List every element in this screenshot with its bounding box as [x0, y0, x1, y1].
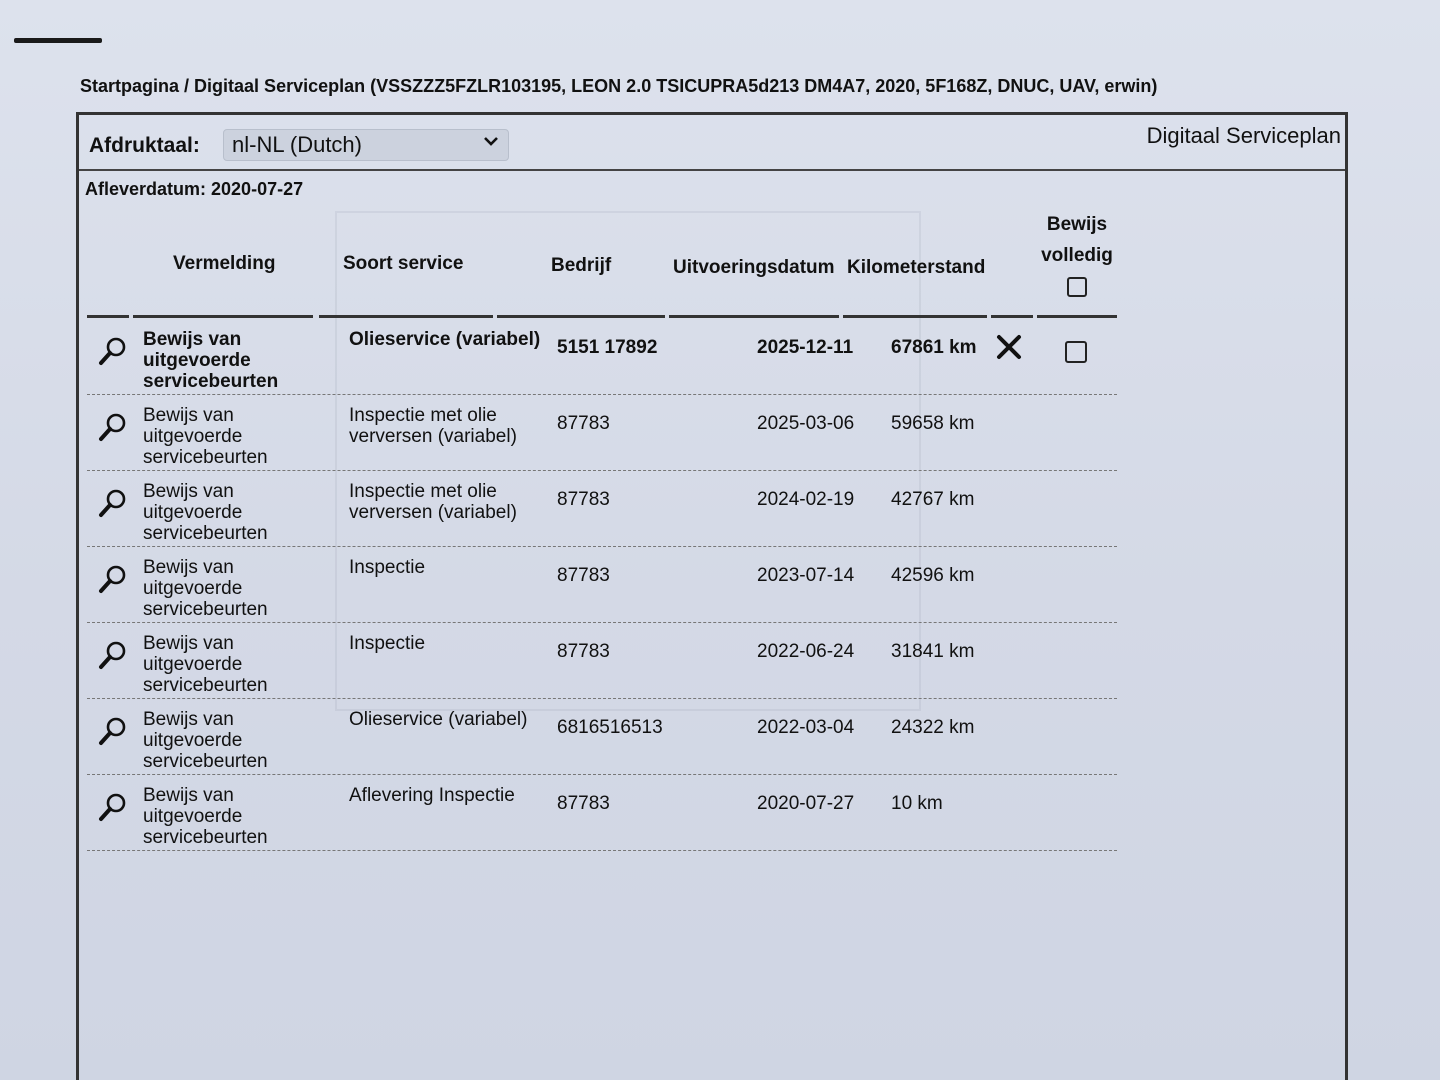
row-vermelding: Bewijs van uitgevoerde servicebeurten — [143, 785, 268, 848]
row-datum: 2022-06-24 — [757, 641, 855, 662]
row-soort: Inspectie — [349, 557, 426, 578]
row-soort: Inspectie met olie verversen (variabel) — [349, 481, 517, 523]
row-datum: 2025-03-06 — [757, 413, 855, 434]
col-header-bewijs-line2: volledig — [1041, 245, 1113, 266]
row-vermelding: Bewijs van uitgevoerde servicebeurten — [143, 405, 268, 468]
col-header-datum: Uitvoeringsdatum — [673, 257, 835, 278]
chevron-down-icon — [482, 132, 500, 156]
table-row[interactable] — [87, 775, 1117, 851]
table-row[interactable] — [87, 699, 1117, 775]
row-bedrijf: 87783 — [557, 489, 610, 510]
row-datum: 2025-12-11 — [757, 337, 854, 358]
row-bedrijf: 87783 — [557, 413, 610, 434]
print-language-label: Afdruktaal: — [89, 134, 200, 157]
magnifier-icon[interactable] — [97, 487, 129, 519]
magnifier-icon[interactable] — [97, 411, 129, 443]
col-header-bedrijf: Bedrijf — [551, 255, 612, 276]
breadcrumb — [80, 76, 1157, 97]
row-vermelding: Bewijs van uitgevoerde servicebeurten — [143, 709, 268, 772]
row-km: 59658 km — [891, 413, 975, 434]
row-vermelding: Bewijs van uitgevoerde servicebeurten — [143, 557, 268, 620]
table-row[interactable] — [87, 395, 1117, 471]
magnifier-icon[interactable] — [97, 563, 129, 595]
delivery-date: Afleverdatum: 2020-07-27 — [85, 179, 304, 199]
col-header-soort: Soort service — [343, 253, 464, 274]
row-bedrijf: 87783 — [557, 565, 610, 586]
row-soort: Aflevering Inspectie — [349, 785, 515, 806]
select-all-checkbox[interactable] — [1067, 277, 1087, 297]
row-vermelding: Bewijs van uitgevoerde servicebeurten — [143, 329, 279, 392]
header-rules — [87, 315, 1117, 318]
row-km: 67861 km — [891, 337, 977, 358]
proof-complete-checkbox[interactable] — [1065, 341, 1087, 363]
col-header-bewijs — [1035, 209, 1119, 297]
breadcrumb-separator: / — [179, 76, 195, 96]
print-language-select[interactable] — [223, 129, 509, 161]
row-soort: Inspectie met olie verversen (variabel) — [349, 405, 517, 447]
col-header-km: Kilometerstand — [847, 257, 986, 278]
row-datum: 2024-02-19 — [757, 489, 855, 510]
panel-title: Digitaal Serviceplan — [1146, 123, 1341, 148]
row-datum: 2023-07-14 — [757, 565, 855, 586]
row-soort: Olieservice (variabel) — [349, 709, 528, 730]
table-row[interactable] — [87, 471, 1117, 547]
magnifier-icon[interactable] — [97, 791, 129, 823]
magnifier-icon[interactable] — [97, 715, 129, 747]
table-row[interactable] — [87, 623, 1117, 699]
row-km: 42767 km — [891, 489, 975, 510]
row-km: 42596 km — [891, 565, 975, 586]
row-vermelding: Bewijs van uitgevoerde servicebeurten — [143, 633, 268, 696]
table-header — [87, 211, 1117, 319]
row-soort: Olieservice (variabel) — [349, 329, 541, 350]
row-bedrijf: 5151 17892 — [557, 337, 658, 358]
panel-header — [79, 115, 1345, 171]
row-bedrijf: 87783 — [557, 793, 610, 814]
service-plan-panel — [76, 112, 1348, 1080]
service-table — [87, 211, 1117, 851]
magnifier-icon[interactable] — [97, 639, 129, 671]
print-language-value: nl-NL (Dutch) — [232, 132, 362, 157]
table-row[interactable] — [87, 547, 1117, 623]
magnifier-icon[interactable] — [97, 335, 129, 367]
row-soort: Inspectie — [349, 633, 426, 654]
breadcrumb-current: Digitaal Serviceplan (VSSZZZ5FZLR103195, LEON 2.0 TSICUPRA5d213 DM4A7, 2020, 5F168Z, DNUC, UAV, erwin) — [194, 76, 1158, 96]
row-bedrijf: 6816516513 — [557, 717, 663, 738]
close-icon[interactable] — [993, 331, 1025, 363]
row-vermelding: Bewijs van uitgevoerde servicebeurten — [143, 481, 268, 544]
row-datum: 2020-07-27 — [757, 793, 855, 814]
row-km: 24322 km — [891, 717, 975, 738]
row-km: 10 km — [891, 793, 943, 814]
table-row[interactable] — [87, 319, 1117, 395]
breadcrumb-home-link[interactable]: Startpagina — [80, 76, 180, 96]
row-bedrijf: 87783 — [557, 641, 610, 662]
col-header-vermelding: Vermelding — [173, 253, 276, 274]
menu-dash-icon[interactable] — [14, 38, 102, 43]
col-header-bewijs-line1: Bewijs — [1046, 214, 1108, 235]
row-datum: 2022-03-04 — [757, 717, 855, 738]
row-km: 31841 km — [891, 641, 975, 662]
